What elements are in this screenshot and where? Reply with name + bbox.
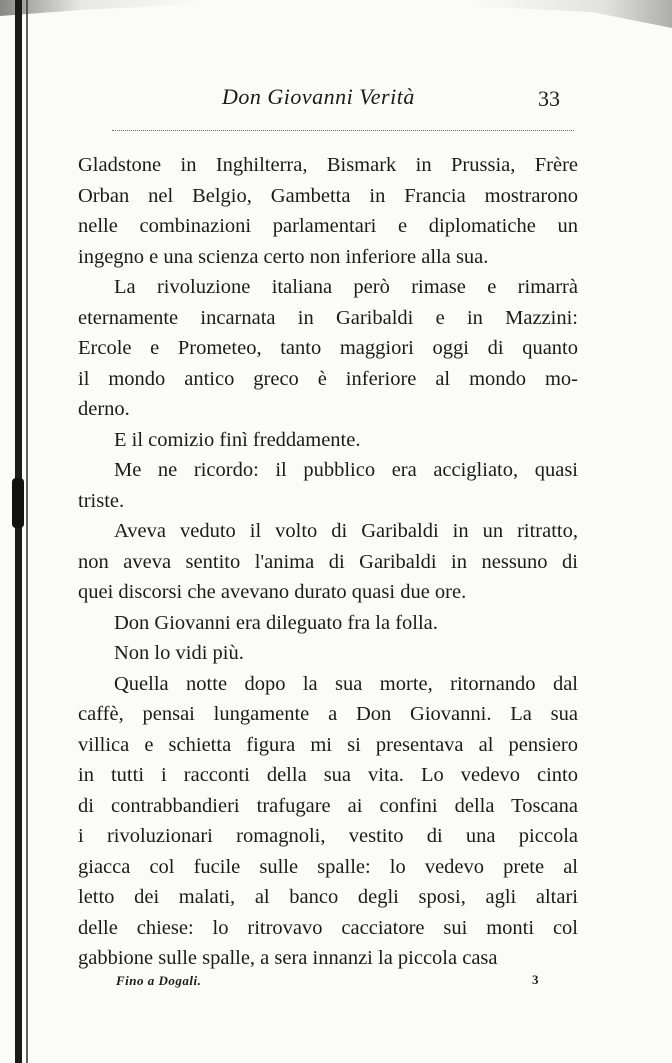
- text-line: gabbione sulle spalle, a sera innanzi la piccola casa: [78, 947, 498, 969]
- text-line: in tutti i racconti della sua vita. Lo vedevo cinto: [78, 764, 578, 786]
- paragraph: [78, 455, 578, 516]
- header-rule: [112, 130, 574, 131]
- text-line: Quella notte dopo la sua morte, ritornando dal: [114, 672, 578, 695]
- text-line: Me ne ricordo: il pubblico era accigliato, quasi: [114, 459, 578, 481]
- paragraph: [78, 669, 578, 974]
- text-line: villica e schietta figura mi si presentava al pensiero: [78, 733, 578, 756]
- binding-blot: [12, 478, 24, 528]
- scan-top-edge: [0, 0, 672, 40]
- signature-mark: 3: [532, 972, 539, 987]
- text-line: il mondo antico greco è inferiore al mondo mo-: [78, 367, 578, 390]
- text-line: caffè, pensai lungamente a Don Giovanni. La sua: [78, 703, 578, 725]
- text-line: di contrabbandieri trafugare ai confini della Toscana: [78, 794, 578, 817]
- text-line: La rivoluzione italiana però rimase e rimarrà: [114, 276, 578, 298]
- text-line: giacca col fucile sulle spalle: lo vedevo prete al: [78, 855, 578, 878]
- page-number: 33: [538, 86, 560, 111]
- text-line: E il comizio finì freddamente.: [114, 428, 361, 451]
- paragraph: [78, 516, 578, 608]
- binding-shadow: [15, 0, 22, 1063]
- running-title: Don Giovanni Verità: [222, 84, 415, 109]
- text-line: Ercole e Prometeo, tanto maggiori oggi di quanto: [78, 337, 578, 359]
- paragraph: [78, 150, 578, 272]
- text-line: triste.: [78, 489, 125, 512]
- text-line: Orban nel Belgio, Gambetta in Francia mostrarono: [78, 184, 578, 207]
- text-line: Gladstone in Inghilterra, Bismark in Prussia, Frère: [78, 154, 578, 176]
- text-line: eternamente incarnata in Garibaldi e in Mazzini:: [78, 306, 578, 329]
- body-text: [78, 150, 578, 974]
- text-line: letto dei malati, al banco degli sposi, agli altari: [78, 886, 578, 908]
- paragraph: [78, 425, 578, 456]
- text-line: nelle combinazioni parlamentari e diplomatiche un: [78, 215, 578, 237]
- text-line: i rivoluzionari romagnoli, vestito di una piccola: [78, 825, 578, 847]
- text-line: Don Giovanni era dileguato fra la folla.: [114, 611, 438, 634]
- paragraph: [78, 272, 578, 425]
- binding-shadow-secondary: [26, 0, 28, 1063]
- paragraph: [78, 638, 578, 669]
- text-line: Non lo vidi più.: [114, 642, 244, 664]
- text-line: non aveva sentito l'anima di Garibaldi in nessuno di: [78, 550, 578, 573]
- signature-title: Fino a Dogali.: [116, 973, 202, 988]
- text-line: derno.: [78, 398, 130, 420]
- paragraph: [78, 608, 578, 639]
- text-line: quei discorsi che avevano durato quasi due ore.: [78, 581, 467, 603]
- text-line: delle chiese: lo ritrovavo cacciatore sui monti col: [78, 916, 578, 939]
- text-line: ingegno e una scienza certo non inferiore alla sua.: [78, 245, 489, 268]
- text-line: Aveva veduto il volto di Garibaldi in un ritratto,: [114, 520, 578, 542]
